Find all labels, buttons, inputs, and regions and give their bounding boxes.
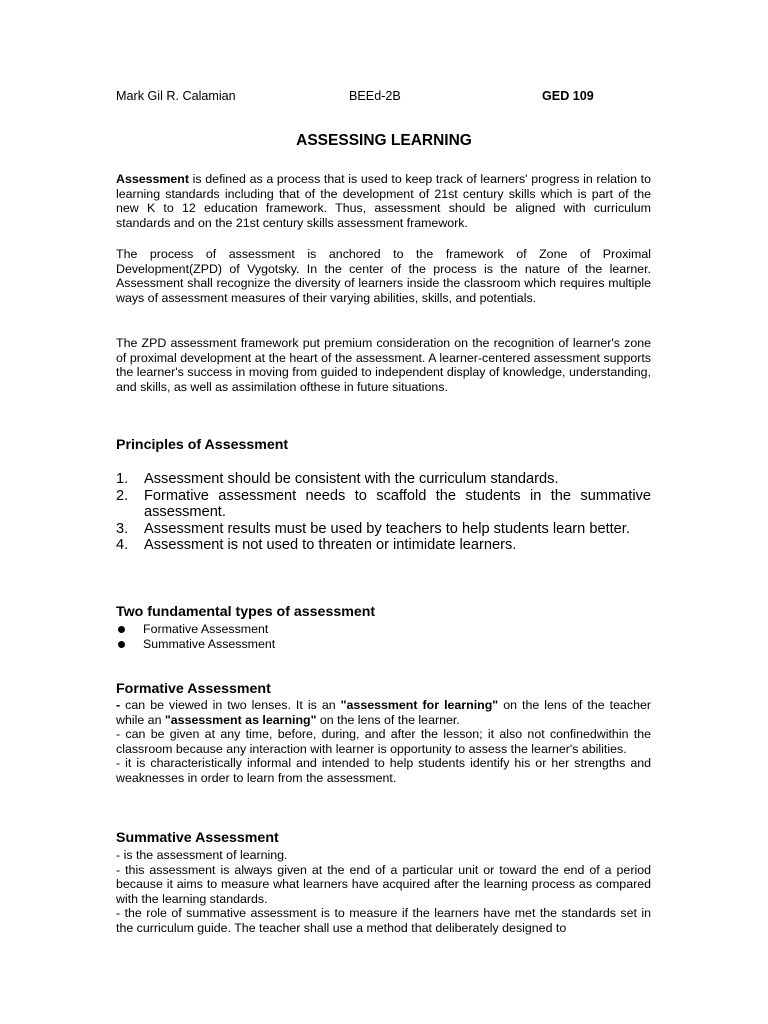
formative-body bbox=[116, 698, 651, 786]
intro-paragraph-3 bbox=[116, 336, 651, 394]
assessment-for-learning: "assessment for learning" bbox=[340, 698, 499, 712]
list-item bbox=[116, 622, 275, 637]
principles-list bbox=[116, 471, 651, 554]
item-text: Assessment is not used to threaten or intimidate learners. bbox=[144, 537, 517, 554]
author-name: Mark Gil R. Calamian bbox=[116, 89, 236, 103]
course-code: GED 109 bbox=[542, 89, 594, 103]
item-text: Summative Assessment bbox=[143, 637, 276, 652]
summative-body bbox=[116, 848, 651, 936]
item-number: 3. bbox=[116, 520, 129, 537]
section-label: BEEd-2B bbox=[349, 89, 401, 103]
summative-line-3: - the role of summative assessment is to measure if the learners have met the standards set in the curriculum guide. The teacher shall use a method that deliberately designed to bbox=[116, 906, 651, 935]
text-run: can be viewed in two lenses. It is an bbox=[120, 698, 341, 712]
formative-heading: Formative Assessment bbox=[116, 681, 271, 697]
intro-paragraph-2 bbox=[116, 247, 651, 305]
summative-line-2: - this assessment is always given at the end of a particular unit or toward the end of a period because it aims to measure what learners have acquired after the learning process as compared with the learning standards. bbox=[116, 862, 651, 906]
page-title: ASSESSING LEARNING bbox=[296, 132, 472, 149]
item-text: Formative assessment needs to scaffold the students in the summative assessment. bbox=[144, 487, 651, 521]
item-text: Formative Assessment bbox=[143, 622, 269, 637]
dash: - bbox=[116, 698, 121, 712]
intro-p3-text: The ZPD assessment framework put premium consideration on the recognition of learner's zone of proximal development at the heart of the assessment. A learner-centered assessment supports the learner's success in moving from guided to independent display of knowledge, understanding, and skills, as well as assimilation ofthese in future situations. bbox=[116, 336, 651, 394]
list-item bbox=[116, 637, 275, 652]
intro-p1-text: is defined as a process that is used to keep track of learners' progress in relation to learning standards including that of the development of 21st century skills which is part of the new K to 12 education framework. Thus, assessment should be aligned with curriculum standards and on the 21st century skills assessment framework. bbox=[116, 172, 651, 230]
principles-heading: Principles of Assessment bbox=[116, 437, 289, 453]
types-list bbox=[116, 622, 275, 652]
formative-line-3: - it is characteristically informal and intended to help students identify his or her strengths and weaknesses in order to learn from the assessment. bbox=[116, 756, 651, 785]
intro-paragraph-1 bbox=[116, 172, 651, 230]
item-number: 1. bbox=[116, 471, 129, 487]
intro-p2-text: The process of assessment is anchored to the framework of Zone of Proximal Development(ZPD) of Vygotsky. In the center of the process is the nature of the learner. Assessment shall recognize the diversity of learners inside the classroom which requires multiple ways of assessment measures of their varying abilities, skills, and potentials. bbox=[116, 247, 651, 305]
item-text: Assessment results must be used by teachers to help students learn better. bbox=[144, 520, 630, 537]
summative-line-1: - is the assessment of learning. bbox=[116, 848, 288, 862]
summative-heading: Summative Assessment bbox=[116, 830, 279, 846]
assessment-as-learning: "assessment as learning" bbox=[164, 712, 317, 727]
types-heading: Two fundamental types of assessment bbox=[116, 604, 376, 620]
item-text: Assessment should be consistent with the curriculum standards. bbox=[144, 471, 559, 487]
text-run: on the lens of the teacher while an bbox=[116, 698, 652, 727]
assessment-term: Assessment bbox=[116, 172, 190, 186]
text-run: on the lens of the learner. bbox=[316, 712, 460, 727]
item-number: 4. bbox=[116, 537, 129, 554]
list-item bbox=[116, 488, 651, 521]
list-item bbox=[116, 471, 651, 488]
list-item bbox=[116, 537, 651, 554]
list-item bbox=[116, 521, 651, 538]
formative-line-2: - can be given at any time, before, during, and after the lesson; it also not confinedwithin the classroom because any interaction with learner is opportunity to assess the learner's abilities. bbox=[116, 727, 651, 756]
item-number: 2. bbox=[116, 487, 129, 504]
